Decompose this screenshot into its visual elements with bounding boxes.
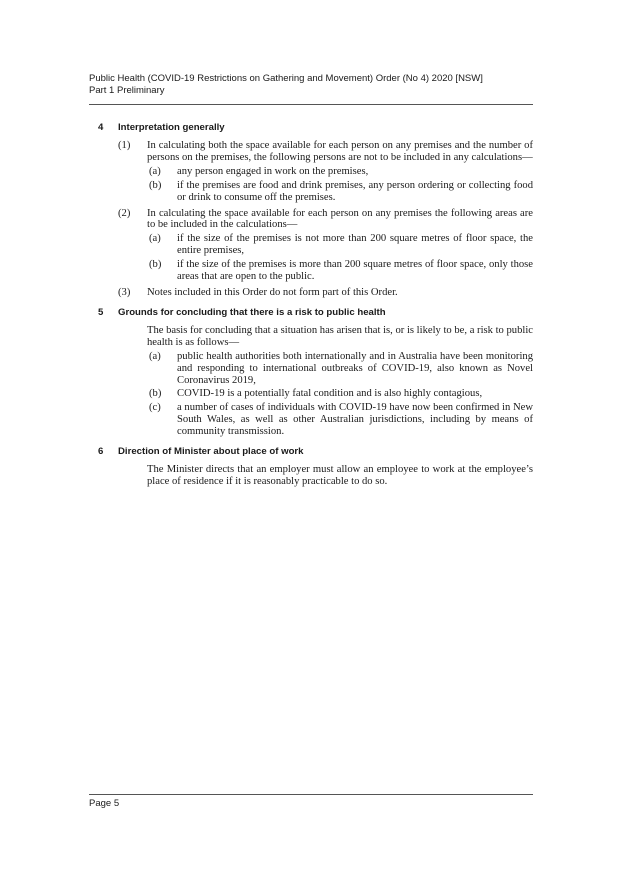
paragraph-number: (a)	[149, 233, 161, 245]
paragraph-number: (b)	[149, 259, 162, 271]
subsection	[89, 287, 533, 299]
subsection-number: (2)	[118, 207, 131, 219]
section-number: 4	[98, 122, 104, 133]
paragraph-number: (a)	[149, 350, 161, 362]
section-intro: The basis for concluding that a situation has arisen that is, or is likely to be, a risk to public health is as follows—	[147, 324, 533, 348]
section-heading	[89, 446, 533, 458]
paragraph-text: a number of cases of individuals with COVID-19 have now been confirmed in New South Wales, as well as other Australian jurisdictions, including by means of community transmission.	[177, 402, 533, 438]
subsection	[89, 208, 533, 283]
document-title: Public Health (COVID-19 Restrictions on Gathering and Movement) Order (No 4) 2020 [NSW]	[89, 73, 483, 84]
section-title: Interpretation generally	[118, 122, 225, 133]
paragraph-number: (b)	[149, 388, 162, 400]
paragraph-text: COVID-19 is a potentially fatal condition and is also highly contagious,	[177, 388, 483, 400]
paragraph-number: (a)	[149, 165, 161, 177]
subsection-number: (1)	[118, 140, 131, 151]
document-body	[89, 122, 533, 496]
paragraph	[89, 388, 533, 400]
subsection-text: Notes included in this Order do not form part of this Order.	[147, 286, 398, 298]
paragraph	[89, 166, 533, 178]
section-title: Grounds for concluding that there is a risk to public health	[118, 306, 386, 318]
paragraph-text: any person engaged in work on the premises,	[177, 165, 369, 177]
part-label: Part 1 Preliminary	[89, 85, 165, 96]
paragraph	[89, 259, 533, 283]
paragraph-text: if the size of the premises is more than 200 square metres of floor space, only those areas that are open to the public.	[177, 259, 533, 283]
section-intro: The Minister directs that an employer must allow an employee to work at the employee’s place of residence if it is reasonably practicable to do so.	[147, 464, 533, 487]
running-header	[89, 73, 483, 97]
section-number: 5	[98, 306, 104, 318]
paragraph	[89, 402, 533, 438]
section-5	[89, 307, 533, 438]
section-number: 6	[98, 446, 104, 458]
paragraph	[89, 233, 533, 257]
page-number: Page 5	[89, 798, 120, 809]
paragraph-text: if the size of the premises is not more than 200 square metres of floor space, the entire premises,	[177, 233, 533, 257]
footer-divider	[89, 794, 533, 795]
paragraph	[89, 180, 533, 204]
subsection-number: (3)	[118, 286, 131, 298]
paragraph	[89, 351, 533, 387]
paragraph-text: if the premises are food and drink premises, any person ordering or collecting food or drink to consume off the premises.	[177, 179, 533, 203]
paragraph-text: public health authorities both internationally and in Australia have been monitoring and responding to international outbreaks of COVID-19, also known as Novel Coronavirus 2019,	[177, 350, 533, 386]
header-divider	[89, 104, 533, 105]
section-6	[89, 446, 533, 488]
subsection	[89, 140, 533, 204]
paragraph-number: (b)	[149, 179, 162, 191]
section-heading	[89, 122, 533, 134]
paragraph-number: (c)	[149, 402, 161, 414]
subsection-text: In calculating the space available for each person on any premises the following areas are to be included in the calculations—	[147, 207, 533, 231]
section-heading	[89, 307, 533, 319]
section-4	[89, 122, 533, 299]
subsection-text: In calculating both the space available for each person on any premises and the number of persons on the premises, the following persons are not to be included in any calculations—	[147, 140, 533, 163]
section-title: Direction of Minister about place of work	[118, 446, 304, 458]
